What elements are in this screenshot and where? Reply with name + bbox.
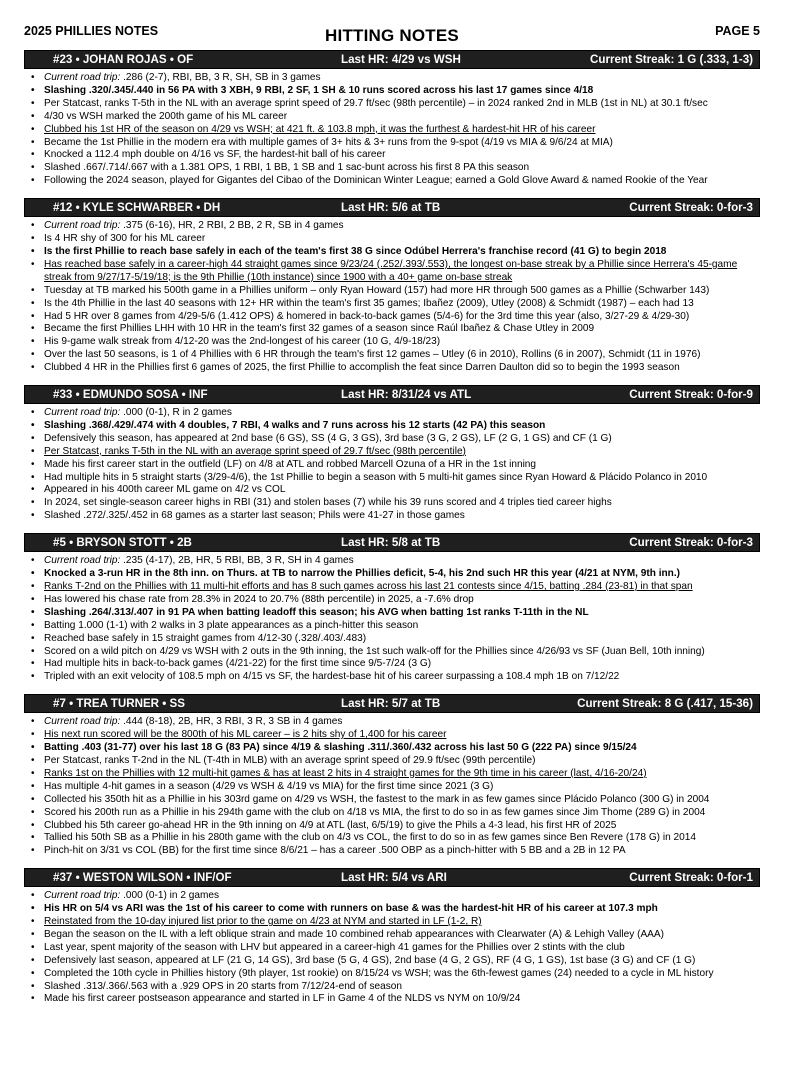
note-item: [24, 594, 760, 607]
player-section: [24, 50, 760, 188]
player-name: #37 • WESTON WILSON • INF/OF: [53, 871, 232, 885]
note-text: Has lowered his chase rate from 28.3% in 2024 to 20.7% (88th percentile) in 2025, a -7.6% drop: [44, 593, 474, 605]
note-text: Knocked a 112.4 mph double on 4/16 vs SF, the hardest-hit ball of his career: [44, 149, 386, 161]
note-item: [24, 246, 760, 259]
note-text: Defensively this season, has appeared at 2nd base (6 GS), SS (4 G, 3 GS), 3rd base (3 G, 2 GS), LF (2 G, 1 GS) and CF (1 G): [44, 432, 612, 444]
note-text: Reinstated from the 10-day injured list prior to the game on 4/23 at NYM and started in LF (1-2, R): [44, 916, 482, 928]
note-text: Ranks T-2nd on the Phillies with 11 multi-hit efforts and has 8 such games across his last 21 contests since 4/15, batting .284 (23-81) in that span: [44, 581, 693, 592]
note-text: Is the 4th Phillie in the last 40 seasons with 12+ HR within the team's first 35 games; Ibañez (2009), Utley (2008) & Schmidt (1987) – each had 13: [44, 297, 694, 309]
note-item: [24, 968, 760, 981]
player-name: #23 • JOHAN ROJAS • OF: [53, 53, 194, 66]
note-text: Collected his 350th hit as a Phillie in his 303rd game on 4/29 vs WSH, the fastest to the mark in as few games since Plácido Polanco (300 G) in 2004: [44, 793, 710, 805]
note-item: [24, 755, 760, 768]
last-hr: Last HR: 5/6 at TB: [341, 201, 441, 215]
note-text: Pinch-hit on 3/31 vs COL (BB) for the first time since 8/6/21 – has a career .500 OBP as a pinch-hitter with 5 BB and a 2B in 12 PA: [44, 845, 626, 857]
note-item: [24, 955, 760, 968]
note-item: [24, 311, 760, 324]
note-text: His HR on 5/4 vs ARI was the 1st of his career to come with runners on base & was the hardest-hit HR of his career at 107.3 mph: [44, 903, 658, 915]
note-text: .235 (4-17), 2B, HR, 5 RBI, BB, 3 R, SH in 4 games: [120, 555, 354, 567]
page-number: PAGE 5: [715, 24, 760, 38]
note-item: [24, 137, 760, 150]
note-text: Slashing .320/.345/.440 in 56 PA with 3 XBH, 9 RBI, 2 SF, 1 SH & 10 runs scored across his last 17 games since 4/18: [44, 84, 594, 96]
note-label: Current road trip:: [44, 555, 121, 567]
current-streak: Current Streak: 1 G (.333, 1-3): [589, 53, 753, 66]
note-item: [24, 336, 760, 349]
note-text: Per Statcast, ranks T-5th in the NL with an average sprint speed of 29.7 ft/sec (98th percentile): [44, 445, 466, 457]
note-text: .000 (0-1) in 2 games: [120, 890, 220, 902]
player-header-bar: [24, 50, 760, 69]
note-text: Tallied his 50th SB as a Phillie in his 280th game with the club on 4/3 vs COL, the first to do so in as few games since Ben Revere (178 G) in 2014: [44, 832, 696, 844]
note-item: [24, 149, 760, 162]
note-item: [24, 794, 760, 807]
note-text: .286 (2-7), RBI, BB, 3 R, SH, SB in 3 games: [120, 72, 321, 83]
note-text: Made his first career postseason appearance and started in LF in Game 4 of the NLDS vs NYM on 10/9/24: [44, 993, 521, 1005]
player-list: [24, 50, 760, 1006]
notes-list: [24, 407, 760, 523]
note-item: [24, 323, 760, 336]
note-text: Last year, spent majority of the season with LHV but appeared in a career-high 41 games for the Phillies over 2 stints with the club: [44, 941, 625, 953]
current-streak: Current Streak: 0-for-1: [629, 871, 753, 885]
note-text: Slashed .272/.325/.452 in 68 games as a starter last season; Phils were 41-27 in those games: [44, 510, 465, 522]
notes-list: [24, 555, 760, 684]
player-header-bar: [24, 385, 760, 404]
note-text: Slashed .667/.714/.667 with a 1.381 OPS, 1 RBI, 1 BB, 1 SB and 1 sac-bunt across his first 8 PA this season: [44, 162, 530, 174]
note-item: [24, 568, 760, 581]
note-item: [24, 298, 760, 311]
note-text: Ranks 1st on the Phillies with 12 multi-hit games & has at least 2 hits in 4 straight games for the 9th time in his career (last, 4/16-20/24): [44, 767, 647, 779]
note-text: Batting .403 (31-77) over his last 18 G (83 PA) since 4/19 & slashing .311/.360/.432 across his last 50 G (222 PA) since 9/15/24: [44, 742, 637, 754]
note-text: Per Statcast, ranks T-5th in the NL with an average sprint speed of 29.7 ft/sec (98th percentile) – in 2024 ranked 2nd in MLB (1st in NL) at 30.1 ft/sec: [44, 97, 708, 109]
note-text: Slashing .264/.313/.407 in 91 PA when batting leadoff this season; his AVG when batting 1st ranks T-11th in the NL: [44, 606, 589, 618]
note-label: Current road trip:: [44, 890, 121, 902]
last-hr: Last HR: 5/4 vs ARI: [341, 871, 447, 885]
last-hr: Last HR: 8/31/24 vs ATL: [341, 388, 472, 402]
note-item: [24, 646, 760, 659]
note-text: 4/30 vs WSH marked the 200th game of his ML career: [44, 110, 288, 122]
note-text: Knocked a 3-run HR in the 8th inn. on Thurs. at TB to narrow the Phillies deficit, 5-4, his 2nd such HR this year (4/21 at NYM, 9th inn.): [44, 568, 680, 580]
note-item: [24, 729, 760, 742]
player-name: #33 • EDMUNDO SOSA • INF: [53, 388, 208, 402]
note-item: [24, 233, 760, 246]
note-item: [24, 220, 760, 233]
note-item: [24, 446, 760, 459]
note-item: [24, 807, 760, 820]
note-item: [24, 916, 760, 929]
note-item: [24, 497, 760, 510]
note-item: [24, 942, 760, 955]
notes-list: [24, 716, 760, 858]
note-text: Clubbed his 1st HR of the season on 4/29 vs WSH; at 421 ft. & 103.8 mph, it was the furthest & hardest-hit HR of his career: [44, 123, 596, 135]
note-item: [24, 349, 760, 362]
player-section: [24, 694, 760, 858]
note-text: His next run scored will be the 800th of his ML career – is 2 hits shy of 1,400 for his career: [44, 729, 447, 741]
last-hr: Last HR: 5/8 at TB: [341, 536, 441, 550]
note-label: Current road trip:: [44, 220, 121, 232]
note-text: Made his first career start in the outfield (LF) on 4/8 at ATL and robbed Marcell Ozuna of a HR in the 1st inning: [44, 458, 537, 470]
note-text: Completed the 10th cycle in Phillies history (9th player, 1st rookie) on 8/15/24 vs WSH; was the 6th-fewest games (24) needed to a cycle in ML history: [44, 967, 714, 979]
note-text: Slashed .313/.366/.563 with a .929 OPS in 20 starts from 7/12/24-end of season: [44, 980, 402, 992]
note-item: [24, 607, 760, 620]
note-label: Current road trip:: [44, 72, 121, 83]
note-text: .444 (8-18), 2B, HR, 3 RBI, 3 R, 3 SB in 4 games: [120, 716, 343, 728]
note-text: Became the 1st Phillie in the modern era with multiple games of 3+ hits & 3+ runs from the 9-spot (4/19 vs MIA & 9/6/24 at MIA): [44, 136, 613, 148]
note-item: [24, 929, 760, 942]
note-text: Tuesday at TB marked his 500th game in a Phillies uniform – only Ryan Howard (157) had more HR through 500 games as a Phillie (Schwarber 143): [44, 284, 710, 296]
note-item: [24, 472, 760, 485]
section-title: HITTING NOTES: [325, 26, 459, 45]
note-item: [24, 555, 760, 568]
player-header-bar: [24, 198, 760, 217]
note-item: [24, 85, 760, 98]
note-item: [24, 420, 760, 433]
note-item: [24, 111, 760, 124]
note-text: Scored his 200th run as a Phillie in his 294th game with the club on 4/18 vs MIA, the first to do so in as few games since Jim Thome (289 G) in 2004: [44, 806, 706, 818]
note-text: Reached base safely in 15 straight games from 4/12-30 (.328/.403/.483): [44, 632, 367, 644]
note-text: Clubbed 4 HR in the Phillies first 6 games of 2025, the first Phillie to accomplish the feat since Darren Daulton did so to begin the 1993 season: [44, 362, 680, 374]
note-item: [24, 72, 760, 85]
note-item: [24, 581, 760, 594]
note-item: [24, 433, 760, 446]
note-item: [24, 658, 760, 671]
note-item: [24, 781, 760, 794]
note-item: [24, 671, 760, 684]
note-item: [24, 285, 760, 298]
player-section: [24, 533, 760, 684]
last-hr: Last HR: 4/29 vs WSH: [341, 53, 461, 66]
current-streak: Current Streak: 8 G (.417, 15-36): [577, 697, 753, 711]
note-item: [24, 407, 760, 420]
current-streak: Current Streak: 0-for-3: [629, 201, 753, 215]
note-text: His 9-game walk streak from 4/12-20 was the 2nd-longest of his career (10 G, 4/9-18/23): [44, 336, 441, 348]
note-text: Has multiple 4-hit games in a season (4/29 vs WSH & 4/19 vs MIA) for the first time since 2021 (3 G): [44, 780, 494, 792]
note-item: [24, 845, 760, 858]
note-text: Had multiple hits in back-to-back games (4/21-22) for the first time since 9/5-7/24 (3 G): [44, 658, 432, 670]
note-item: [24, 716, 760, 729]
note-item: [24, 768, 760, 781]
note-text: Appeared in his 400th career ML game on 4/2 vs COL: [44, 484, 286, 496]
player-name: #12 • KYLE SCHWARBER • DH: [53, 201, 221, 215]
note-item: [24, 981, 760, 994]
note-text: Slashing .368/.429/.474 with 4 doubles, 7 RBI, 4 walks and 7 runs across his 12 starts (42 PA) this season: [44, 419, 546, 431]
note-label: Current road trip:: [44, 407, 121, 419]
note-text: .000 (0-1), R in 2 games: [120, 407, 232, 419]
document-title: 2025 PHILLIES NOTES: [24, 24, 159, 38]
note-text: Over the last 50 seasons, is 1 of 4 Phillies with 6 HR through the team's first 12 games – Utley (6 in 2010), Rollins (6 in 2007), Schmidt (11 in 1976): [44, 349, 701, 361]
last-hr: Last HR: 5/7 at TB: [341, 697, 441, 711]
note-item: [24, 742, 760, 755]
note-item: [24, 890, 760, 903]
note-text: Began the season on the IL with a left oblique strain and made 10 combined rehab appearances with Clearwater (A) & Lehigh Valley (AAA): [44, 928, 665, 940]
note-item: [24, 832, 760, 845]
note-item: [24, 993, 760, 1006]
note-text: Scored on a wild pitch on 4/29 vs WSH with 2 outs in the 9th inning, the 1st such walk-off for the Phillies since 4/26/93 vs SF (Juan Bell, 10th inning): [44, 645, 705, 657]
player-name: #7 • TREA TURNER • SS: [53, 697, 186, 711]
note-text: Became the first Phillies LHH with 10 HR in the team's first 32 games of a season since Raúl Ibañez & Chase Utley in 2009: [44, 323, 595, 335]
note-item: [24, 484, 760, 497]
player-header-bar: [24, 868, 760, 887]
note-label: Current road trip:: [44, 716, 121, 728]
notes-list: [24, 220, 760, 375]
note-text: Per Statcast, ranks T-2nd in the NL (T-4th in MLB) with an average sprint speed of 29.9 ft/sec (99th percentile): [44, 754, 536, 766]
note-item: [24, 620, 760, 633]
player-section: [24, 385, 760, 523]
note-text: .375 (6-16), HR, 2 RBI, 2 BB, 2 R, SB in 4 games: [120, 220, 344, 232]
current-streak: Current Streak: 0-for-9: [629, 388, 753, 402]
note-text: Had 5 HR over 8 games from 4/29-5/6 (1.412 OPS) & homered in back-to-back games (5/4-6) for the 3rd time this year (also, 3/27-29 & 4/29-30): [44, 310, 690, 322]
note-item: [24, 259, 760, 285]
note-text: Had multiple hits in 5 straight starts (3/29-4/6), the 1st Phillie to begin a season with 5 multi-hit games since Ryan Howard & Plácido Polanco in 2010: [44, 471, 708, 483]
note-item: [24, 175, 760, 188]
note-text: Is the first Phillie to reach base safely in each of the team's first 38 G since Odúbel Herrera's franchise record (41 G) to begin 2018: [44, 245, 667, 257]
note-item: [24, 510, 760, 523]
current-streak: Current Streak: 0-for-3: [629, 536, 753, 550]
notes-list: [24, 890, 760, 1006]
note-text: Batting 1.000 (1-1) with 2 walks in 3 plate appearances as a pinch-hitter this season: [44, 619, 419, 631]
note-text: Clubbed his 5th career go-ahead HR in the 9th inning on 4/9 at ATL (last, 6/5/19) to give the Phils a 4-3 lead, his first HR of 2025: [44, 819, 617, 831]
player-name: #5 • BRYSON STOTT • 2B: [53, 536, 192, 550]
note-item: [24, 633, 760, 646]
player-header-bar: [24, 694, 760, 713]
note-text: Defensively last season, appeared at LF (21 G, 14 GS), 3rd base (5 G, 4 GS), 2nd base (4 G, 2 GS), RF (4 G, 1 GS), 1st base (3 G) and CF (1 G): [44, 954, 696, 966]
note-text: Tripled with an exit velocity of 108.5 mph on 4/15 vs SF, the hardest-base hit of his career surpassing a 108.4 mph 1B on 7/12/22: [44, 671, 620, 683]
note-item: [24, 98, 760, 111]
player-section: [24, 868, 760, 1006]
note-item: [24, 124, 760, 137]
note-item: [24, 820, 760, 833]
page-header: [24, 0, 760, 50]
note-text: Is 4 HR shy of 300 for his ML career: [44, 233, 206, 245]
note-item: [24, 459, 760, 472]
player-header-bar: [24, 533, 760, 552]
player-section: [24, 198, 760, 375]
note-item: [24, 362, 760, 375]
note-text: Has reached base safely in a career-high 44 straight games since 9/23/24 (.252/.393/.553), the longest on-base streak by a Phillie since Herrera's 45-game streak from 9/27/17-5/19/18; is the 9th Phillie (10th instance) since 1900 with a 40+ game on-base streak: [44, 258, 738, 283]
note-item: [24, 162, 760, 175]
note-text: Following the 2024 season, played for Gigantes del Cibao of the Dominican Winter League; earned a Gold Glove Award & named Rookie of the Year: [44, 175, 708, 187]
note-text: In 2024, set single-season career highs in RBI (31) and stolen bases (7) while his 39 runs scored and 4 triples tied career highs: [44, 497, 612, 509]
note-item: [24, 903, 760, 916]
notes-list: [24, 72, 760, 188]
